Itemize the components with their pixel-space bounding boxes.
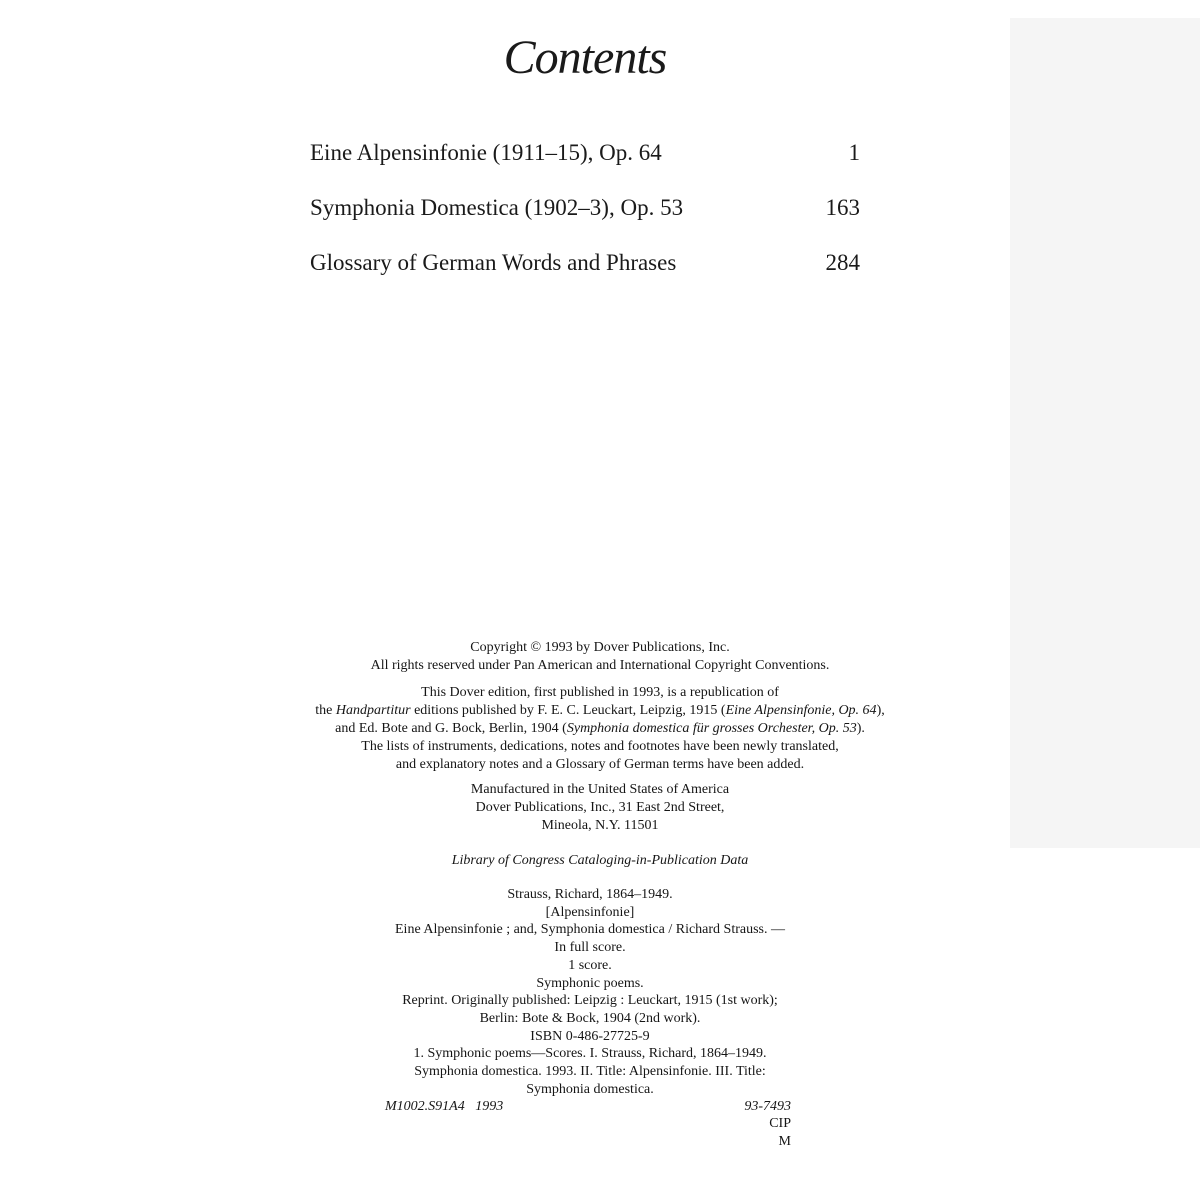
edition-note [250, 684, 950, 774]
copyright-line: Copyright © 1993 by Dover Publications, Inc. [470, 640, 730, 655]
call-number: M1002.S91A4 1993 [385, 1099, 504, 1114]
toc-entry[interactable] [310, 140, 860, 166]
catalog-line: Symphonia domestica. 1993. II. Title: Alpensinfonie. III. Title: [414, 1064, 766, 1080]
catalog-line: In full score. [554, 940, 626, 956]
toc-entry-label: Eine Alpensinfonie (1911–15), Op. 64 [310, 140, 662, 165]
catalog-record [370, 886, 810, 1098]
catalog-line: 1 score. [568, 957, 612, 973]
loc-heading: Library of Congress Cataloging-in-Publication Data [451, 853, 749, 868]
toc-entry-page: 284 [825, 250, 860, 275]
catalog-line: Eine Alpensinfonie ; and, Symphonia domestica / Richard Strauss. — [395, 922, 785, 938]
catalog-line: Symphonia domestica. [526, 1081, 654, 1097]
page-edge-shadow [1010, 18, 1200, 848]
page-title: Contents [503, 31, 667, 84]
copyright-notice [250, 639, 950, 675]
copyright-line: All rights reserved under Pan American and International Copyright Conventions. [370, 658, 830, 673]
catalog-line: 1. Symphonic poems—Scores. I. Strauss, Richard, 1864–1949. [413, 1046, 767, 1062]
m-mark: M [778, 1134, 791, 1149]
catalog-line: Strauss, Richard, 1864–1949. [507, 887, 673, 902]
catalog-line: Berlin: Bote & Bock, 1904 (2nd work). [479, 1010, 701, 1026]
edition-line: The lists of instruments, dedications, notes and footnotes have been newly translated, [361, 739, 839, 754]
toc-entry[interactable] [310, 250, 860, 276]
toc-entry-label: Glossary of German Words and Phrases [310, 250, 677, 275]
catalog-line: Reprint. Originally published: Leipzig : Leuckart, 1915 (1st work); [402, 993, 778, 1009]
manufacture-line: Manufactured in the United States of America [470, 782, 730, 797]
toc-entry-page: 1 [848, 140, 860, 165]
edition-line: This Dover edition, first published in 1993, is a republication of [421, 685, 779, 700]
edition-line: the Handpartitur editions published by F. E. C. Leuckart, Leipzig, 1915 (Eine Alpensinfonie, Op. 64), [315, 703, 885, 718]
toc-entry-page: 163 [825, 195, 860, 220]
lccn: 93-7493 [744, 1099, 791, 1114]
edition-line: and explanatory notes and a Glossary of German terms have been added. [395, 757, 805, 772]
catalog-line: Symphonic poems. [536, 975, 644, 991]
catalog-line: [Alpensinfonie] [545, 904, 635, 920]
toc-entry[interactable] [310, 195, 860, 221]
catalog-line: ISBN 0-486-27725-9 [530, 1028, 650, 1044]
manufacture-line: Mineola, N.Y. 11501 [541, 818, 659, 833]
cip-mark: CIP [769, 1116, 791, 1131]
toc-entry-label: Symphonia Domestica (1902–3), Op. 53 [310, 195, 684, 220]
edition-line: and Ed. Bote and G. Bock, Berlin, 1904 (Symphonia domestica für grosses Orchester, Op. 53). [335, 721, 865, 736]
manufacture-note [250, 781, 950, 835]
manufacture-line: Dover Publications, Inc., 31 East 2nd Street, [475, 800, 725, 815]
